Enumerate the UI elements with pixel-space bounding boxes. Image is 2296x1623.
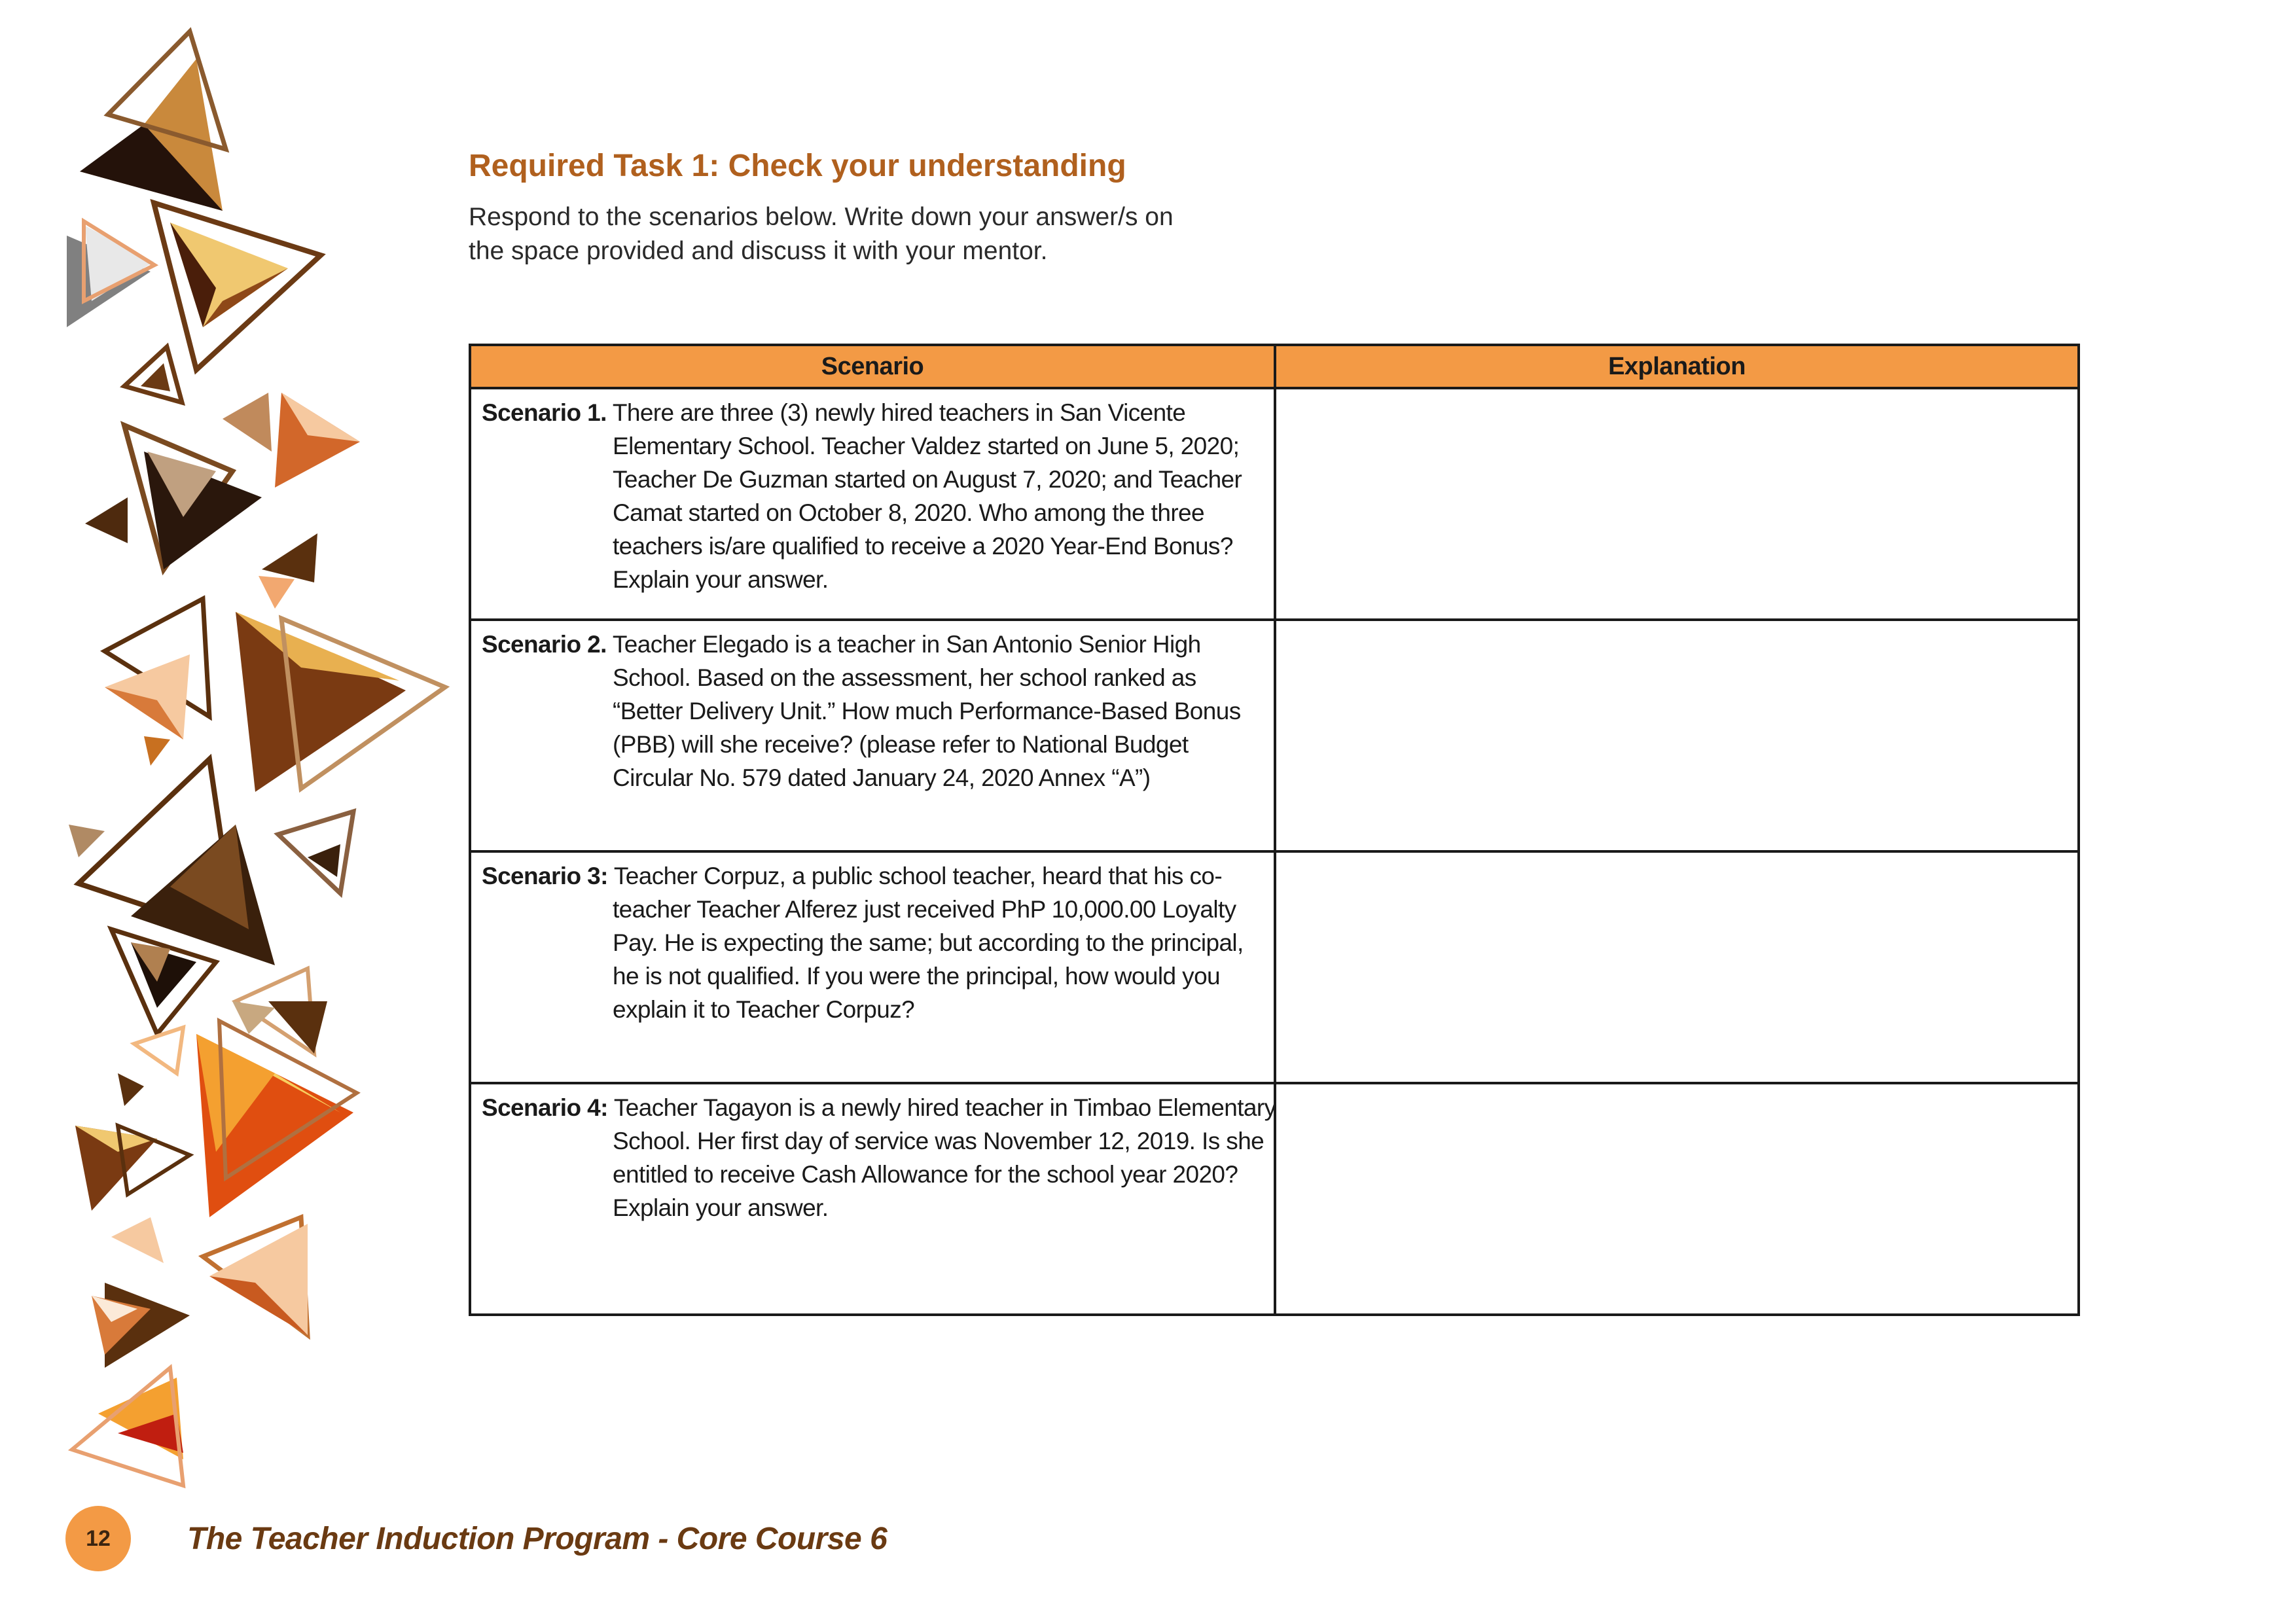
scenario-text: School. Based on the assessment, her school ranked as “Better Delivery Unit.” How much Performance-Based Bonus (PBB) will she receive? (please refer to National Budget Circular No. 579 dated January 24, 2020 Annex “A”): [613, 664, 1241, 791]
scenario-label: Scenario 1.: [482, 399, 607, 426]
table-row: [470, 620, 2079, 851]
instructions-line-1: Respond to the scenarios below. Write down your answer/s on: [469, 203, 1174, 231]
footer-program-title: The Teacher Induction Program - Core Course 6: [187, 1522, 888, 1556]
scenario-text: teacher Teacher Alferez just received PhP 10,000.00 Loyalty Pay. He is expecting the same; but according to the principal, he is not qualified. If you were the principal, how would you explain it to Teacher Corpuz?: [613, 896, 1244, 1023]
explanation-answer-cell[interactable]: [1275, 851, 2079, 1083]
scenario-label: Scenario 2.: [482, 631, 607, 658]
scenario-cell: [470, 851, 1275, 1083]
table-header-row: [470, 345, 2079, 388]
scenario-label: Scenario 4:: [482, 1094, 608, 1121]
scenario-cell: [470, 388, 1275, 620]
scenario-cell: [470, 620, 1275, 851]
task-instructions: [469, 200, 1319, 268]
explanation-answer-cell[interactable]: [1275, 620, 2079, 851]
scenario-first-line: There are three (3) newly hired teachers in San Vicente: [606, 399, 1186, 426]
header-explanation: Explanation: [1275, 345, 2079, 388]
page-number-badge: 12: [65, 1506, 131, 1571]
scenario-label: Scenario 3:: [482, 863, 608, 889]
scenario-table: [469, 344, 2080, 1316]
decorative-triangles: [0, 0, 471, 1623]
table-row: [470, 1083, 2079, 1315]
table-row: [470, 851, 2079, 1083]
scenario-text: School. Her first day of service was November 12, 2019. Is she entitled to receive Cash Allowance for the school year 2020? Explain your answer.: [613, 1128, 1265, 1221]
task-title: Required Task 1: Check your understanding: [469, 149, 1126, 183]
scenario-first-line: Teacher Corpuz, a public school teacher, heard that his co-: [607, 863, 1223, 889]
explanation-answer-cell[interactable]: [1275, 388, 2079, 620]
table-row: [470, 388, 2079, 620]
explanation-answer-cell[interactable]: [1275, 1083, 2079, 1315]
scenario-first-line: Teacher Elegado is a teacher in San Antonio Senior High: [606, 631, 1201, 658]
header-scenario: Scenario: [470, 345, 1275, 388]
scenario-cell: [470, 1083, 1275, 1315]
instructions-line-2: the space provided and discuss it with your mentor.: [469, 237, 1048, 265]
scenario-text: Elementary School. Teacher Valdez started on June 5, 2020; Teacher De Guzman started on August 7, 2020; and Teacher Camat started on October 8, 2020. Who among the three teachers is/are qualified to receive a 2020 Year-End Bonus? Explain your answer.: [613, 433, 1242, 593]
scenario-first-line: Teacher Tagayon is a newly hired teacher in Timbao Elementary: [607, 1094, 1276, 1121]
